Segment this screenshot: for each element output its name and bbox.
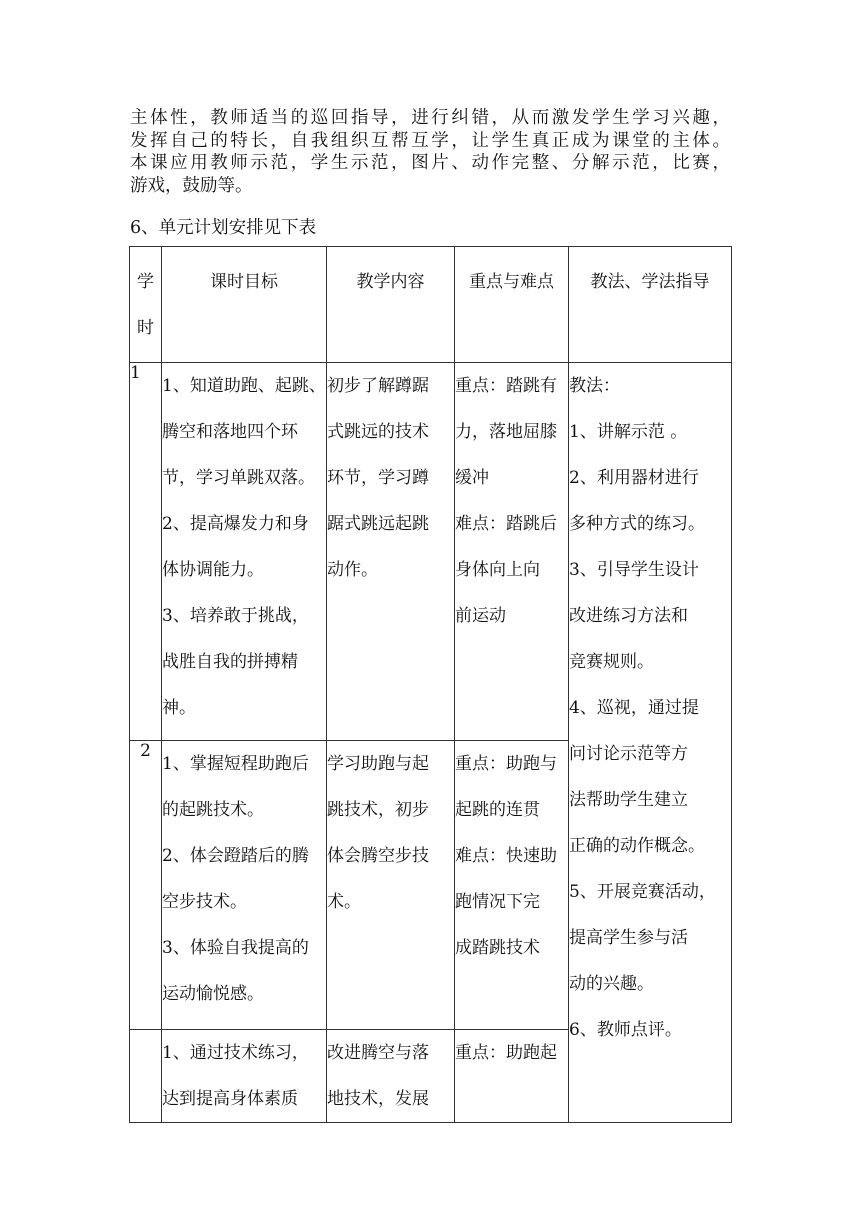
section-heading: 6、单元计划安排见下表 [130,218,317,238]
goals-cell: 1、通过技术练习， 达到提高身体素质 [162,1030,327,1123]
goals-cell: 1、知道助跑、起跳、 腾空和落地四个环 节，学习单跳双落。 2、提高爆发力和身 体协调能力。 3、培养敢于挑战， 战胜自我的拼搏精 神。 [162,363,327,741]
intro-line: 游戏，鼓励等。 [130,175,253,196]
content-cell: 学习助跑与起 跳技术，初步 体会腾空步技 术。 [327,741,455,1030]
hour-cell [130,1030,162,1123]
hour-cell: 1 [130,363,162,741]
header-focus: 重点与难点 [455,247,569,363]
table-header-row [130,247,732,363]
intro-line: 本课应用教师示范，学生示范，图片、动作完整、分解示范，比赛， [130,153,730,173]
content-cell: 初步了解蹲踞 式跳远的技术 环节，学习蹲 踞式跳远起跳 动作。 [327,363,455,741]
method-cell: 教法： 1、讲解示范 。 2、利用器材进行 多种方式的练习。 3、引导学生设计 改进练习方法和 竞赛规则。 4、巡视，通过提 问讨论示范等方 法帮助学生建立 正确的动作概念。 5、开展竞赛活动， 提高学生参与活 动的兴趣。 6、教师点评。 [569,363,732,1123]
unit-plan-table [129,246,732,1123]
header-method: 教法、学法指导 [569,247,732,363]
intro-line: 主体性，教师适当的巡回指导，进行纠错，从而激发学生学习兴趣， [130,108,730,128]
focus-cell: 重点：助跑与 起跳的连贯 难点：快速助 跑情况下完 成踏跳技术 [455,741,569,1030]
table-row [130,363,732,741]
focus-cell: 重点：助跑起 [455,1030,569,1123]
header-hour: 学 时 [130,247,162,363]
focus-cell: 重点：踏跳有 力，落地屈膝 缓冲 难点：踏跳后 身体向上向 前运动 [455,363,569,741]
goals-cell: 1、掌握短程助跑后 的起跳技术。 2、体会蹬踏后的腾 空步技术。 3、体验自我提高的 运动愉悦感。 [162,741,327,1030]
content-cell: 改进腾空与落 地技术，发展 [327,1030,455,1123]
intro-line: 发挥自己的特长，自我组织互帮互学，让学生真正成为课堂的主体。 [130,130,730,151]
header-content: 教学内容 [327,247,455,363]
intro-paragraph [130,107,730,197]
hour-cell: 2 [130,741,162,1030]
header-goals: 课时目标 [162,247,327,363]
